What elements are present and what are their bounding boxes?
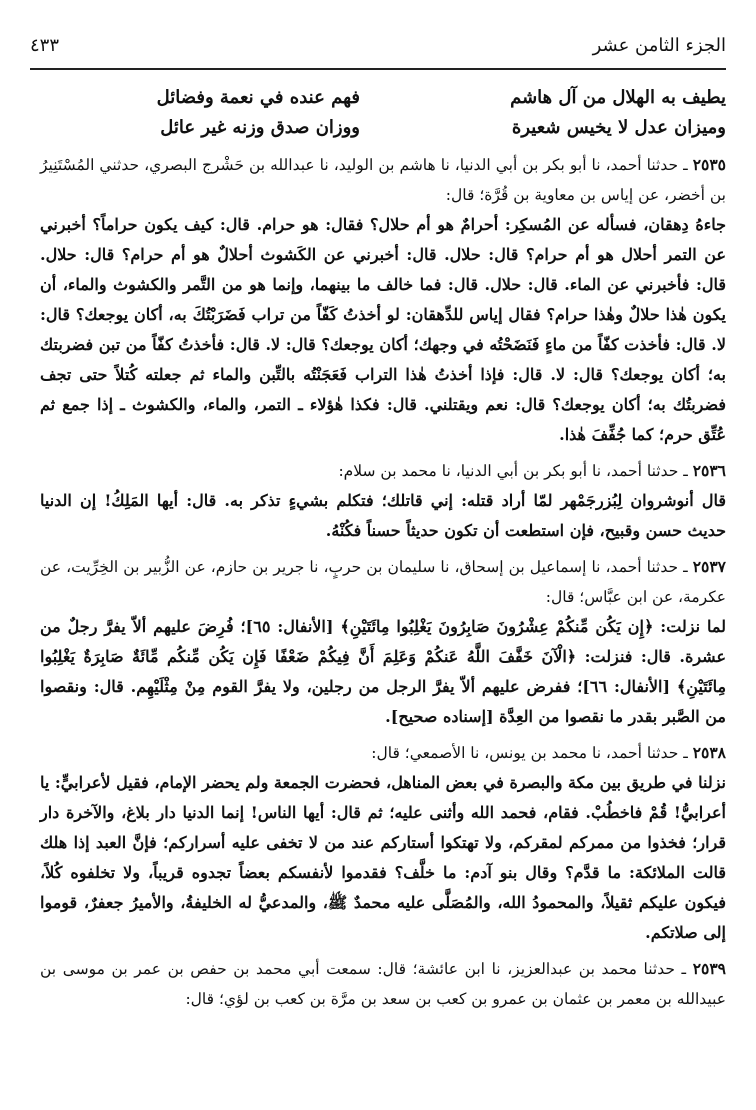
paragraph-text: ـ حدثنا أحمد، نا أبو بكر بن أبي الدنيا، نا هاشم بن الوليد، نا عبدالله بن حَشْرج البصري، حدثني المُسْتَنِيرُ بن أخضر، عن إياس بن معاوية بن قُرَّة؛ قال:: [40, 156, 726, 204]
paragraph-text: ـ حدثنا محمد بن عبدالعزيز، نا ابن عائشة؛ قال: سمعت أبي محمد بن حفص بن عمر بن موسى بن عبيدالله بن معمر بن عثمان بن عمرو بن كعب بن سعد بن مرَّة بن كعب بن لؤي؛ قال:: [40, 960, 726, 1008]
hadith-number: ٢٥٣٩: [692, 959, 726, 978]
narration-paragraph: نزلنا في طريق بين مكة والبصرة في بعض المناهل، فحضرت الجمعة ولم يحضر الإمام، فقيل لأعرابيٍّ: يا أعرابيُّ! قُمْ فاخطُبْ. فقام، فحمد الله وأثنى عليه؛ ثم قال: أيها الناس! إنما الدنيا دار بلاغ، والآخرة دار قرار؛ فخذوا من ممركم لمقركم، ولا تهتكوا أستاركم عند من لا تخفى عليه أسراركم؛ فإنَّ العبد إذا هلك قالت الملائكة: ما قدَّم؟ وقال بنو آدم: ما خلَّف؟ فقدموا لأنفسكم بعضاً تجدوه قريباً، ولا تخلفوه كُلاً، فيكون عليكم ثقيلاً، والمحمودُ الله، والمُصَلَّى عليه محمدٌ ﷺ، والمدعيُّ له الخليفةُ، والأميرُ جعفرٌ، قوموا إلى صلاتكم.: [40, 773, 726, 942]
isnad-paragraph: [40, 738, 726, 768]
paragraph-text: ـ حدثنا أحمد، نا إسماعيل بن إسحاق، نا سليمان بن حربٍ، نا جرير بن حازم، عن الزُّبير بن الخِرِّيت، عن عكرمة، عن ابن عبَّاس؛ قال:: [40, 558, 726, 606]
verse-hemistich-right: وميزان عدل لا يخيس شعيرة: [511, 116, 726, 138]
verse-hemistich-right: يطيف به الهلال من آل هاشم: [510, 86, 726, 108]
verse-line: [30, 112, 726, 142]
page-header: [30, 30, 726, 60]
isnad-paragraph: [40, 456, 726, 486]
narration-paragraph: قال أنوشروان لِبُزرجَمْهر لمّا أراد قتله: إني قاتلك؛ فتكلم بشيءٍ تذكر به. قال: أيها المَلِكُ! إن الدنيا حديث حسن وقبيح، فإن استطعت أن تكون حديثاً حسناً فكُنْهُ.: [40, 491, 726, 540]
hadith-number: ٢٥٣٦: [692, 461, 726, 480]
page-number: ٤٣٣: [30, 34, 60, 56]
isnad-paragraph: [40, 954, 726, 1014]
poem-verses: [30, 82, 726, 142]
verse-hemistich-left: فهم عنده في نعمة وفضائل: [156, 86, 360, 108]
verse-line: [30, 82, 726, 112]
isnad-paragraph: [40, 150, 726, 210]
hadith-number: ٢٥٣٥: [692, 155, 726, 174]
header-rule: [30, 68, 726, 70]
hadith-number: ٢٥٣٧: [692, 557, 726, 576]
verse-hemistich-left: ووزان صدق وزنه غير عائل: [160, 116, 360, 138]
paragraph-text: ـ حدثنا أحمد، نا أبو بكر بن أبي الدنيا، نا محمد بن سلام:: [338, 462, 693, 480]
paragraph-text: ـ حدثنا أحمد، نا محمد بن يونس، نا الأصمعي؛ قال:: [371, 744, 693, 762]
isnad-paragraph: [40, 552, 726, 612]
page-body: [40, 150, 726, 1014]
part-title: الجزء الثامن عشر: [592, 34, 726, 56]
hadith-number: ٢٥٣٨: [692, 743, 726, 762]
narration-paragraph: لما نزلت: ﴿إِن يَكُن مِّنكُمْ عِشْرُونَ صَابِرُونَ يَغْلِبُوا مِائَتَيْنِ﴾ [الأنفال: ٦٥]؛ فُرِضَ عليهم ألاّ يفرَّ رجلٌ من عشرة. قال: فنزلت: ﴿الْآنَ خَفَّفَ اللَّهُ عَنكُمْ وَعَلِمَ أَنَّ فِيكُمْ ضَعْفًا فَإِن يَكُن مِّنكُم مِّائَةٌ صَابِرَةٌ يَغْلِبُوا مِائَتَيْنِ﴾ [الأنفال: ٦٦]؛ ففرض عليهم ألاّ يفرَّ الرجل من رجلين، ولا يفرَّ القوم مِنْ مِثْلَيْهِم. قال: ونقصوا من الصَّبر بقدر ما نقصوا من العِدَّة [إسناده صحيح].: [40, 617, 727, 726]
narration-paragraph: جاءهُ دِهقان، فسأله عن المُسكِر: أحرامٌ هو أم حلال؟ فقال: هو حرام. قال: كيف يكون حراماً؟ أخبرني عن التمر أحلال هو أم حرام؟ قال: حلال. قال: أخبرني عن الكَشوث أحلالٌ هو أم حرام؟ قال: حلال. قال: فأخبرني عن الماء. قال: حلال. قال: فما خالف ما بينهما، وإنما هو من التَّمر والكشوث والماء، أن يكون هٰذا حلالٌ وهٰذا حرام؟ فقال إياس للدِّهقان: لو أخذتُ كَفّاً من تراب فَضَرَبْتُكَ به، أكان يوجعك؟ قال: لا. قال: فأخذت كفّاً من ماءٍ فَنَضَحْتُه في وجهك؛ أكان يوجعك؟ قال: لا. قال: فأخذتُ كفّاً من تبن فضربتك به؛ أكان يوجعك؟ قال: لا. قال: فإذا أخذتُ هٰذا التراب فَعَجَنْتُه بالتِّبن والماء ثم جعلته كُتلاً حتى تجف فضربتُك به؛ أكان يوجعك؟ قال: نعم ويقتلني. قال: فكذا هٰؤلاء ـ التمر، والماء، والكشوث ـ إذا جمع ثم عُتِّق حرم؛ كما جُفِّفَ هٰذا.: [40, 215, 727, 444]
